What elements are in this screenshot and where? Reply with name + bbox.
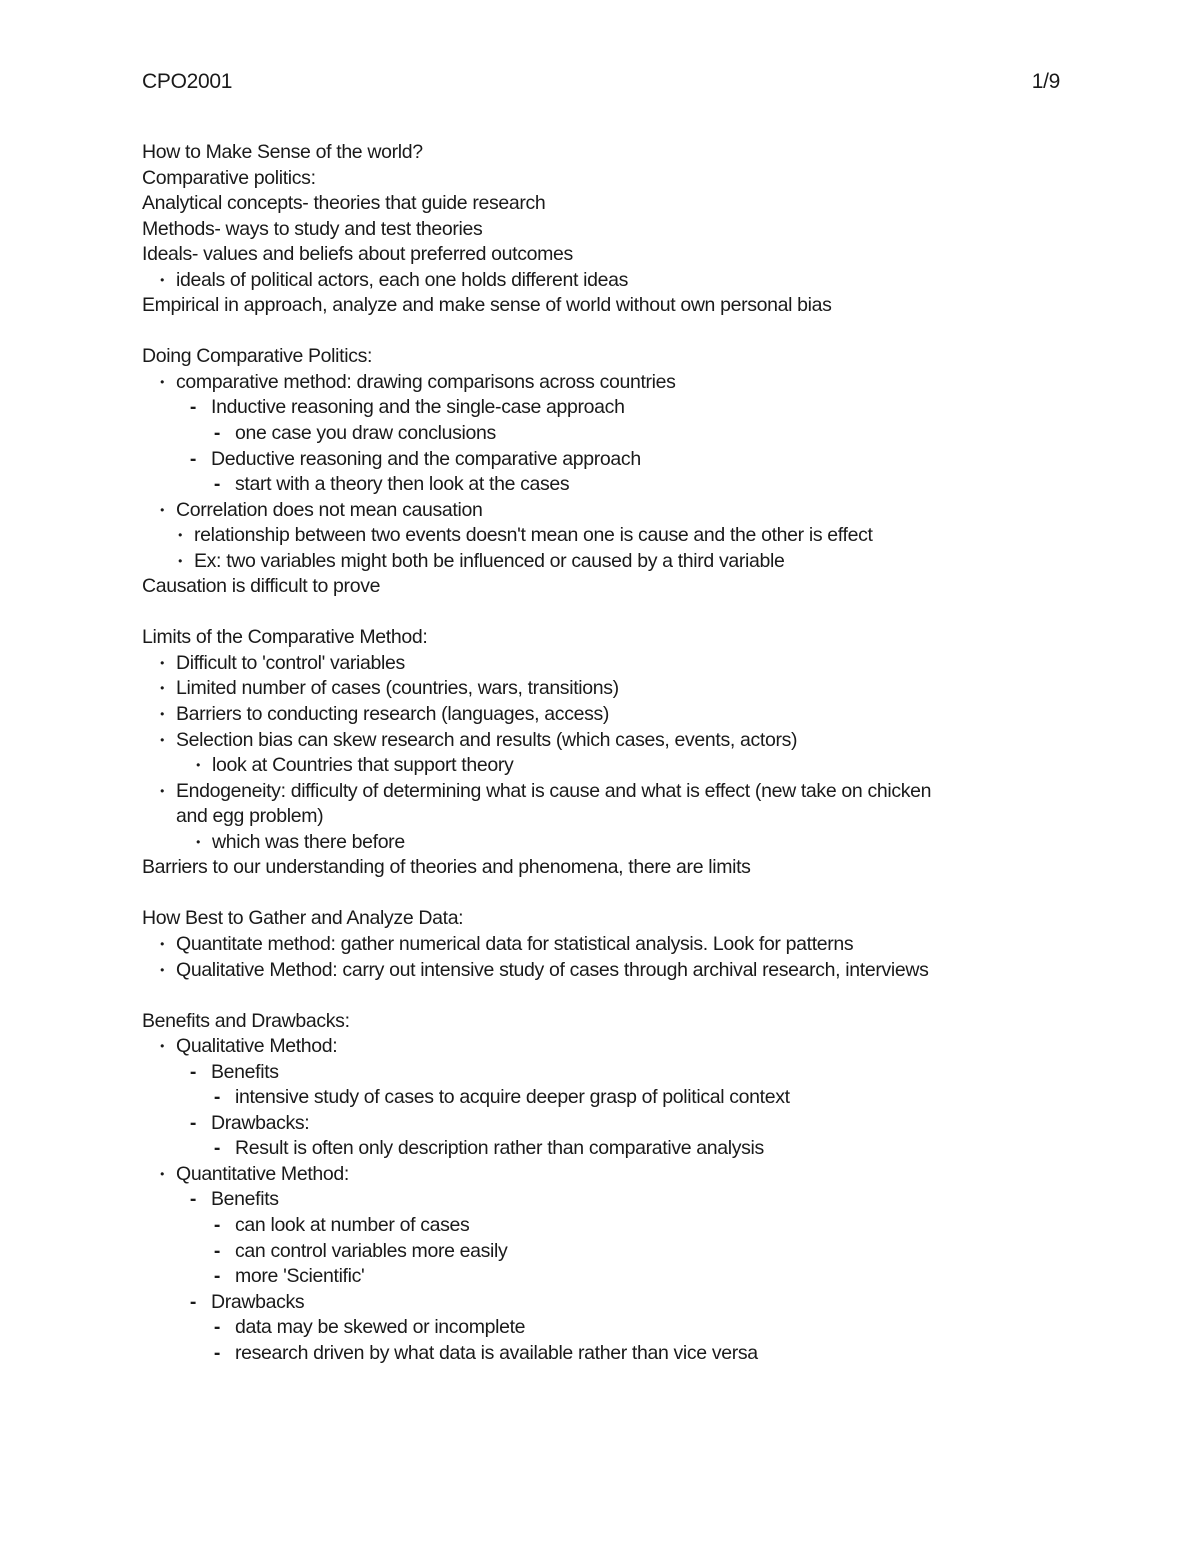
note-list-item xyxy=(142,702,1060,728)
note-list-item xyxy=(142,676,1060,702)
note-text: can control variables more easily xyxy=(235,1239,508,1262)
note-text: research driven by what data is available rather than vice versa xyxy=(235,1341,758,1364)
note-list-item xyxy=(142,549,1060,575)
note-text: Barriers to conducting research (languages, access) xyxy=(176,703,610,726)
note-line xyxy=(142,906,1060,932)
bullet-icon: • xyxy=(160,655,164,670)
note-text: Quantitative Method: xyxy=(176,1162,349,1185)
lecture-notes xyxy=(142,140,1060,1366)
note-list-item xyxy=(142,958,1060,984)
note-text: Causation is difficult to prove xyxy=(142,575,381,598)
dash-marker-icon: - xyxy=(213,1316,221,1339)
note-line xyxy=(142,166,1060,192)
note-text: Benefits xyxy=(211,1060,279,1083)
note-list-item xyxy=(142,830,1060,856)
note-line xyxy=(142,625,1060,651)
note-list-item xyxy=(142,1034,1060,1060)
bullet-icon: • xyxy=(160,1166,164,1181)
note-text: Comparative politics: xyxy=(142,166,316,189)
note-line xyxy=(142,574,1060,600)
note-text: Doing Comparative Politics: xyxy=(142,345,373,368)
note-list-item xyxy=(142,447,1060,473)
dash-marker-icon: - xyxy=(213,1137,221,1160)
note-line xyxy=(142,1009,1060,1035)
note-text: Drawbacks xyxy=(211,1290,305,1313)
note-list-item xyxy=(142,1239,1060,1265)
note-list-item xyxy=(142,1264,1060,1290)
bullet-icon: • xyxy=(160,936,164,951)
note-list-item xyxy=(142,1111,1060,1137)
note-list-item xyxy=(142,1162,1060,1188)
dash-marker-icon: - xyxy=(213,473,221,496)
note-list-item xyxy=(142,1187,1060,1213)
note-text: relationship between two events doesn't mean one is cause and the other is effect xyxy=(194,524,873,547)
bullet-icon: • xyxy=(160,374,164,389)
dash-marker-icon: - xyxy=(213,422,221,445)
note-list-item xyxy=(142,779,1060,805)
bullet-icon: • xyxy=(196,758,200,773)
note-text: intensive study of cases to acquire deeper grasp of political context xyxy=(235,1086,790,1109)
dash-marker-icon: - xyxy=(213,1265,221,1288)
note-list-item xyxy=(142,804,1060,830)
bullet-icon: • xyxy=(196,834,200,849)
note-text: Correlation does not mean causation xyxy=(176,498,483,521)
note-list-item xyxy=(142,1315,1060,1341)
note-list-item xyxy=(142,1341,1060,1367)
note-line xyxy=(142,855,1060,881)
dash-marker-icon: - xyxy=(189,396,197,419)
note-text: Inductive reasoning and the single-case approach xyxy=(211,396,625,419)
dash-marker-icon: - xyxy=(189,1290,197,1313)
note-list-item xyxy=(142,395,1060,421)
note-text: Drawbacks: xyxy=(211,1111,310,1134)
note-text: Analytical concepts- theories that guide research xyxy=(142,192,546,215)
bullet-icon: • xyxy=(160,732,164,747)
note-text: Quantitate method: gather numerical data for statistical analysis. Look for patterns xyxy=(176,932,854,955)
note-text: Difficult to 'control' variables xyxy=(176,651,405,674)
note-text: start with a theory then look at the cases xyxy=(235,473,570,496)
dash-marker-icon: - xyxy=(213,1213,221,1236)
note-text: Selection bias can skew research and results (which cases, events, actors) xyxy=(176,728,798,751)
blank-line xyxy=(142,881,1060,907)
note-text: Limited number of cases (countries, wars, transitions) xyxy=(176,677,619,700)
note-text: can look at number of cases xyxy=(235,1213,470,1236)
note-text: Benefits and Drawbacks: xyxy=(142,1009,350,1032)
dash-marker-icon: - xyxy=(213,1086,221,1109)
note-line xyxy=(142,242,1060,268)
note-text: Qualitative Method: carry out intensive study of cases through archival research, interviews xyxy=(176,958,929,981)
note-list-item xyxy=(142,472,1060,498)
note-list-item xyxy=(142,268,1060,294)
dash-marker-icon: - xyxy=(189,1188,197,1211)
note-text: data may be skewed or incomplete xyxy=(235,1316,526,1339)
dash-marker-icon: - xyxy=(213,1239,221,1262)
note-text: one case you draw conclusions xyxy=(235,422,496,445)
bullet-icon: • xyxy=(160,707,164,722)
bullet-icon: • xyxy=(160,502,164,517)
bullet-icon: • xyxy=(160,783,164,798)
bullet-icon: • xyxy=(160,681,164,696)
blank-line xyxy=(142,600,1060,626)
note-text: comparative method: drawing comparisons across countries xyxy=(176,370,676,393)
note-text: Benefits xyxy=(211,1188,279,1211)
page-header xyxy=(142,70,1060,100)
note-text: Ex: two variables might both be influenced or caused by a third variable xyxy=(194,549,785,572)
note-text: Qualitative Method: xyxy=(176,1035,338,1058)
note-line xyxy=(142,217,1060,243)
note-list-item xyxy=(142,523,1060,549)
note-text: more 'Scientific' xyxy=(235,1265,365,1288)
page-number: 1/9 xyxy=(1031,70,1060,93)
note-text: Ideals- values and beliefs about preferred outcomes xyxy=(142,243,573,266)
note-text: look at Countries that support theory xyxy=(212,754,514,777)
course-code: CPO2001 xyxy=(142,70,233,93)
note-text: Endogeneity: difficulty of determining what is cause and what is effect (new take on chicken xyxy=(176,779,932,802)
note-text: Result is often only description rather than comparative analysis xyxy=(235,1137,764,1160)
dash-marker-icon: - xyxy=(189,447,197,470)
note-text: How to Make Sense of the world? xyxy=(142,141,423,163)
note-list-item xyxy=(142,932,1060,958)
note-list-item xyxy=(142,421,1060,447)
note-list-item xyxy=(142,1213,1060,1239)
note-line xyxy=(142,140,1060,166)
bullet-icon: • xyxy=(178,528,182,543)
bullet-icon: • xyxy=(160,962,164,977)
dash-marker-icon: - xyxy=(189,1111,197,1134)
note-line xyxy=(142,344,1060,370)
bullet-icon: • xyxy=(178,553,182,568)
note-list-item xyxy=(142,1290,1060,1316)
dash-marker-icon: - xyxy=(189,1060,197,1083)
note-text: Deductive reasoning and the comparative approach xyxy=(211,447,641,470)
dash-marker-icon: - xyxy=(213,1341,221,1364)
note-list-item xyxy=(142,728,1060,754)
note-text: Barriers to our understanding of theories and phenomena, there are limits xyxy=(142,856,751,879)
note-text: Methods- ways to study and test theories xyxy=(142,217,483,240)
bullet-icon: • xyxy=(160,1039,164,1054)
blank-line xyxy=(142,319,1060,345)
note-text: ideals of political actors, each one holds different ideas xyxy=(176,268,628,291)
note-list-item xyxy=(142,1060,1060,1086)
note-list-item xyxy=(142,498,1060,524)
note-text: and egg problem) xyxy=(176,805,324,828)
note-list-item xyxy=(142,1136,1060,1162)
blank-line xyxy=(142,983,1060,1009)
note-list-item xyxy=(142,370,1060,396)
note-text: which was there before xyxy=(212,830,405,853)
note-text: Limits of the Comparative Method: xyxy=(142,626,428,649)
note-line xyxy=(142,293,1060,319)
note-text: Empirical in approach, analyze and make sense of world without own personal bias xyxy=(142,294,832,317)
note-list-item xyxy=(142,753,1060,779)
note-list-item xyxy=(142,651,1060,677)
note-list-item xyxy=(142,1085,1060,1111)
note-text: How Best to Gather and Analyze Data: xyxy=(142,907,464,930)
note-line xyxy=(142,191,1060,217)
bullet-icon: • xyxy=(160,272,164,287)
